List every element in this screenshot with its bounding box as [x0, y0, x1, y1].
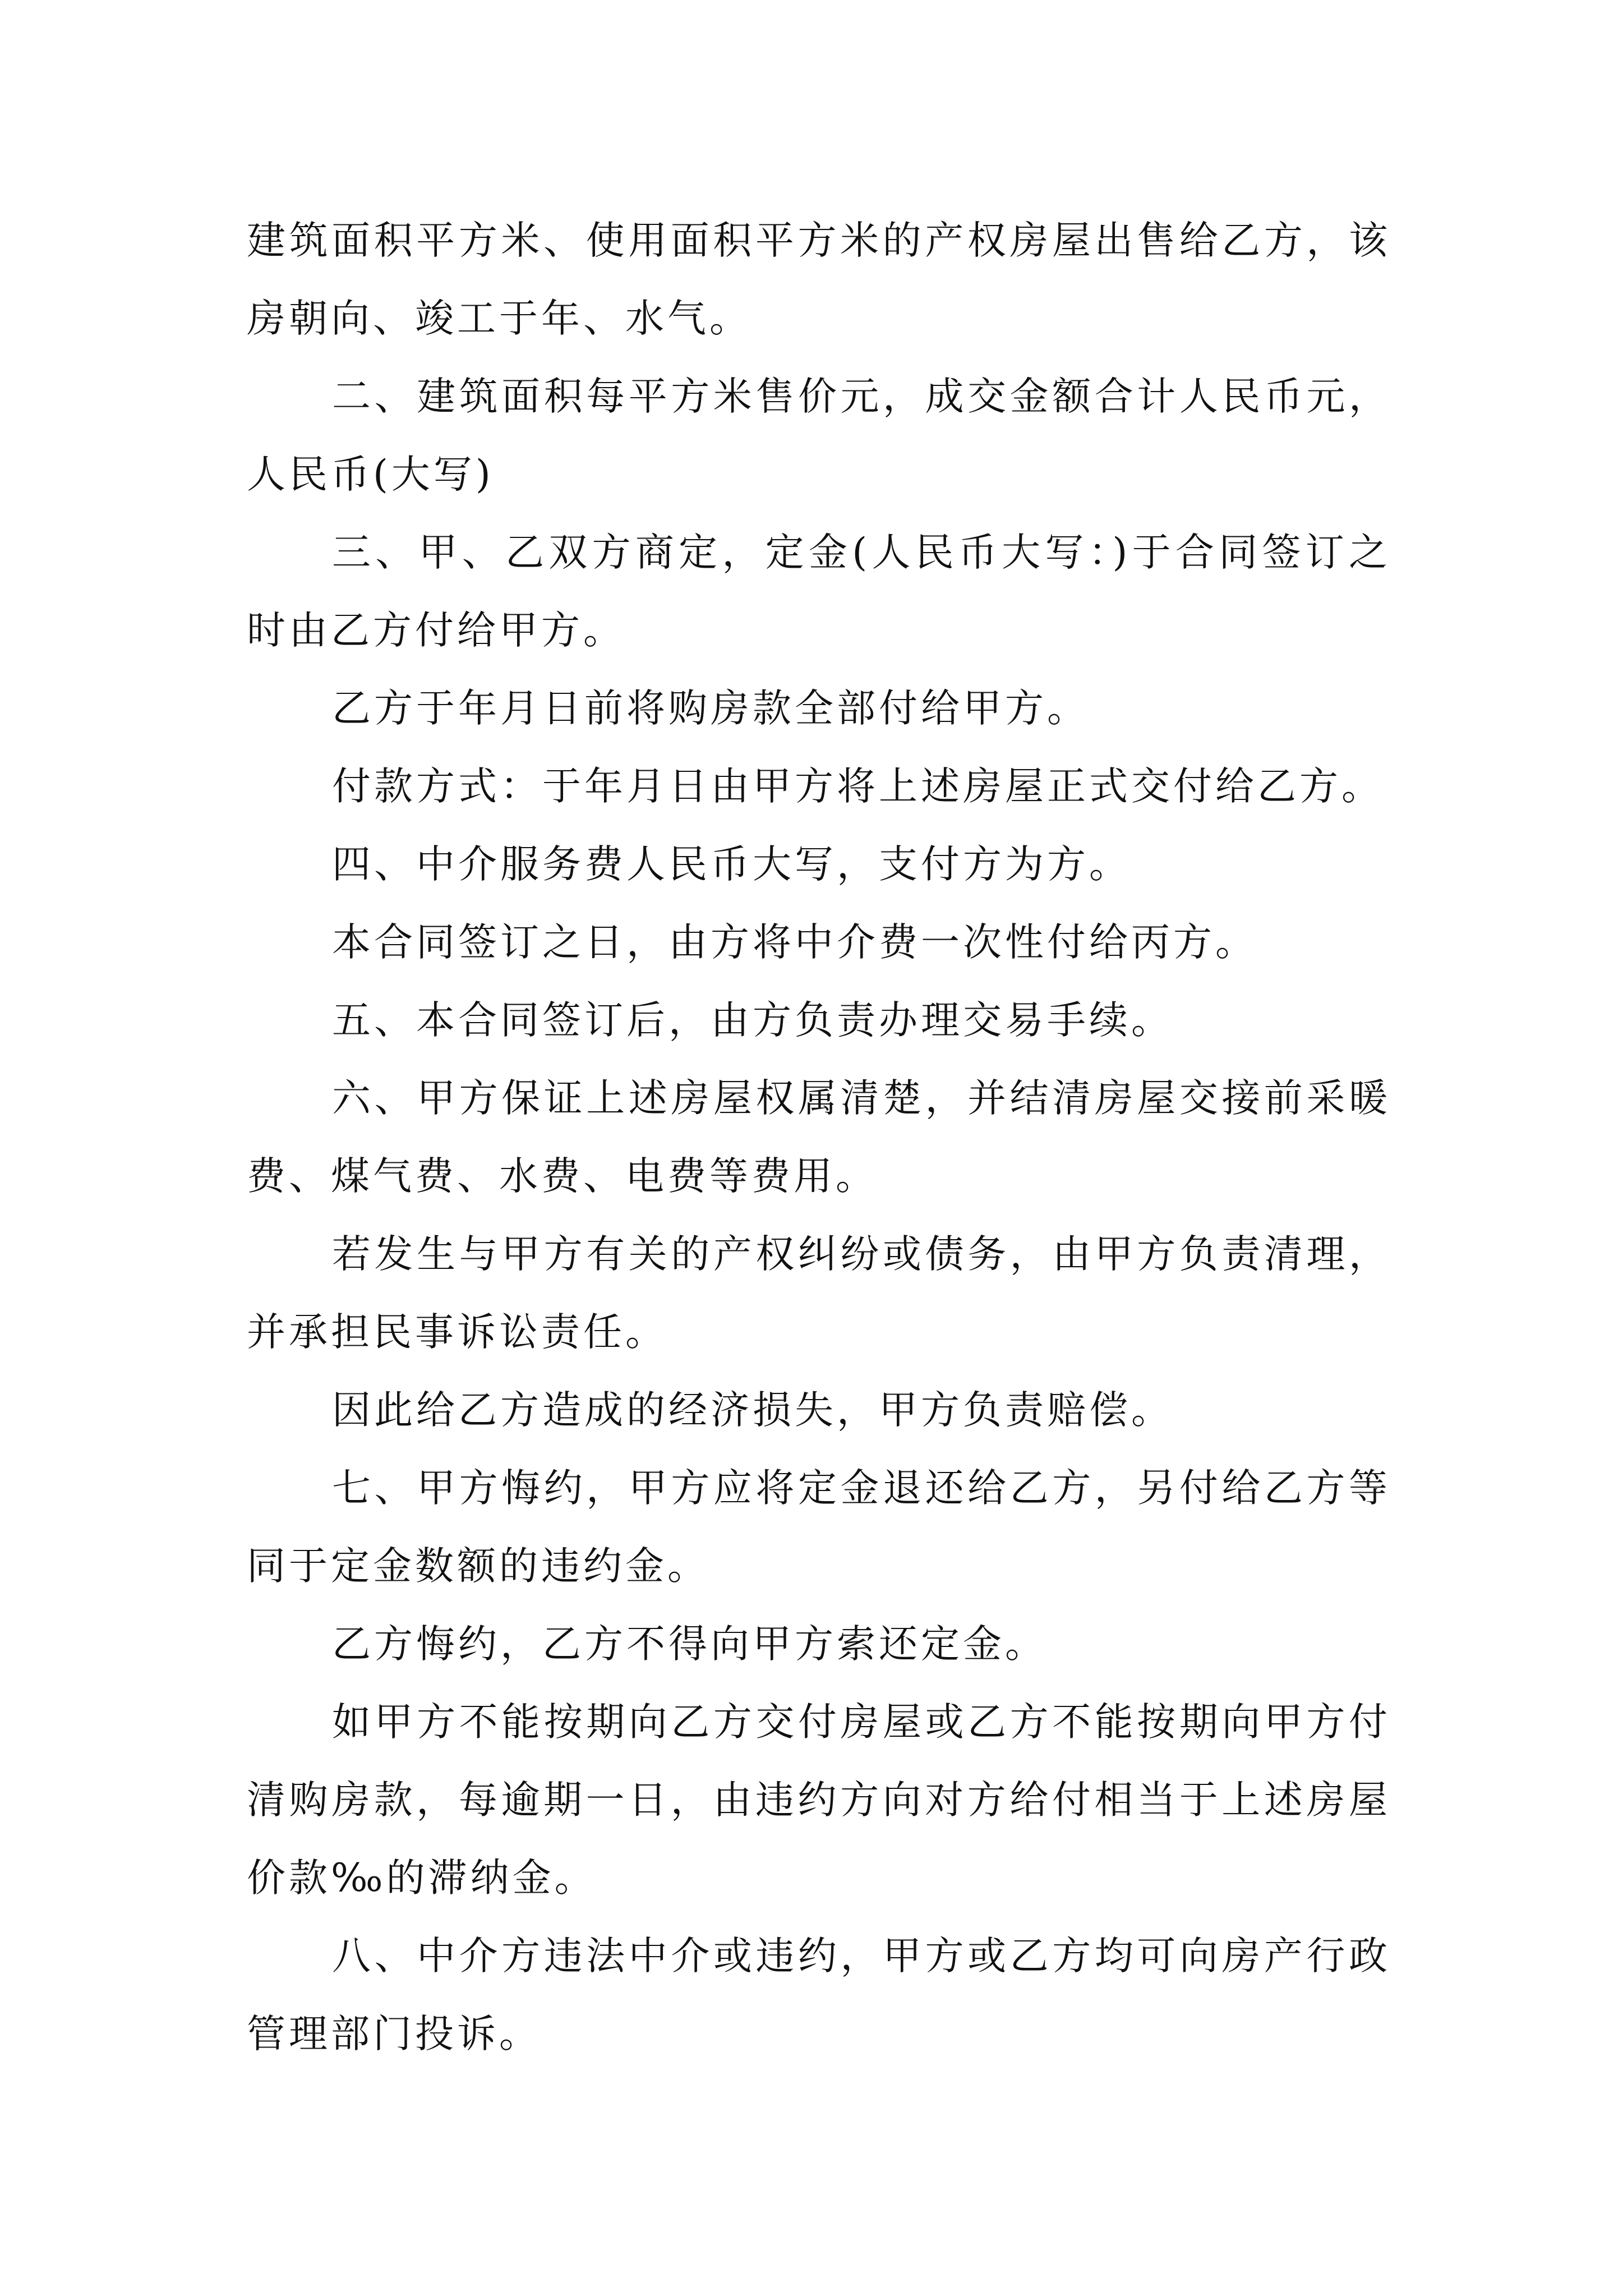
paragraph-6: 四、中介服务费人民币大写，支付方为方。 — [332, 842, 1131, 887]
paragraph-13: 乙方悔约，乙方不得向甲方索还定金。 — [332, 1622, 1047, 1667]
paragraph-11: 因此给乙方造成的经济损失，甲方负责赔偿。 — [332, 1388, 1173, 1433]
paragraph-10: 若发生与甲方有关的产权纠纷或债务，由甲方负责清理，并承担民事诉讼责任。 — [247, 1232, 1391, 1355]
paragraph-7: 本合同签订之日，由方将中介费一次性付给丙方。 — [332, 920, 1257, 965]
paragraph-5: 付款方式：于年月日由甲方将上述房屋正式交付给乙方。 — [332, 764, 1384, 809]
document-body — [247, 202, 1391, 2073]
paragraph-8: 五、本合同签订后，由方负责办理交易手续。 — [332, 998, 1173, 1043]
paragraph-4: 乙方于年月日前将购房款全部付给甲方。 — [332, 686, 1089, 731]
paragraph-9: 六、甲方保证上述房屋权属清楚，并结清房屋交接前采暖费、煤气费、水费、电费等费用。 — [247, 1076, 1391, 1199]
paragraph-1: 建筑面积平方米、使用面积平方米的产权房屋出售给乙方，该房朝向、竣工于年、水气。 — [247, 218, 1391, 341]
paragraph-14: 如甲方不能按期向乙方交付房屋或乙方不能按期向甲方付清购房款，每逾期一日，由违约方向对方给付相当于上述房屋价款‰的滞纳金。 — [247, 1700, 1391, 1901]
paragraph-15: 八、中介方违法中介或违约，甲方或乙方均可向房产行政管理部门投诉。 — [247, 1934, 1391, 2056]
paragraph-3: 三、甲、乙双方商定，定金(人民币大写：)于合同签订之时由乙方付给甲方。 — [247, 530, 1391, 653]
paragraph-2: 二、建筑面积每平方米售价元，成交金额合计人民币元，人民币(大写) — [247, 374, 1391, 497]
paragraph-12: 七、甲方悔约，甲方应将定金退还给乙方，另付给乙方等同于定金数额的违约金。 — [247, 1466, 1391, 1589]
